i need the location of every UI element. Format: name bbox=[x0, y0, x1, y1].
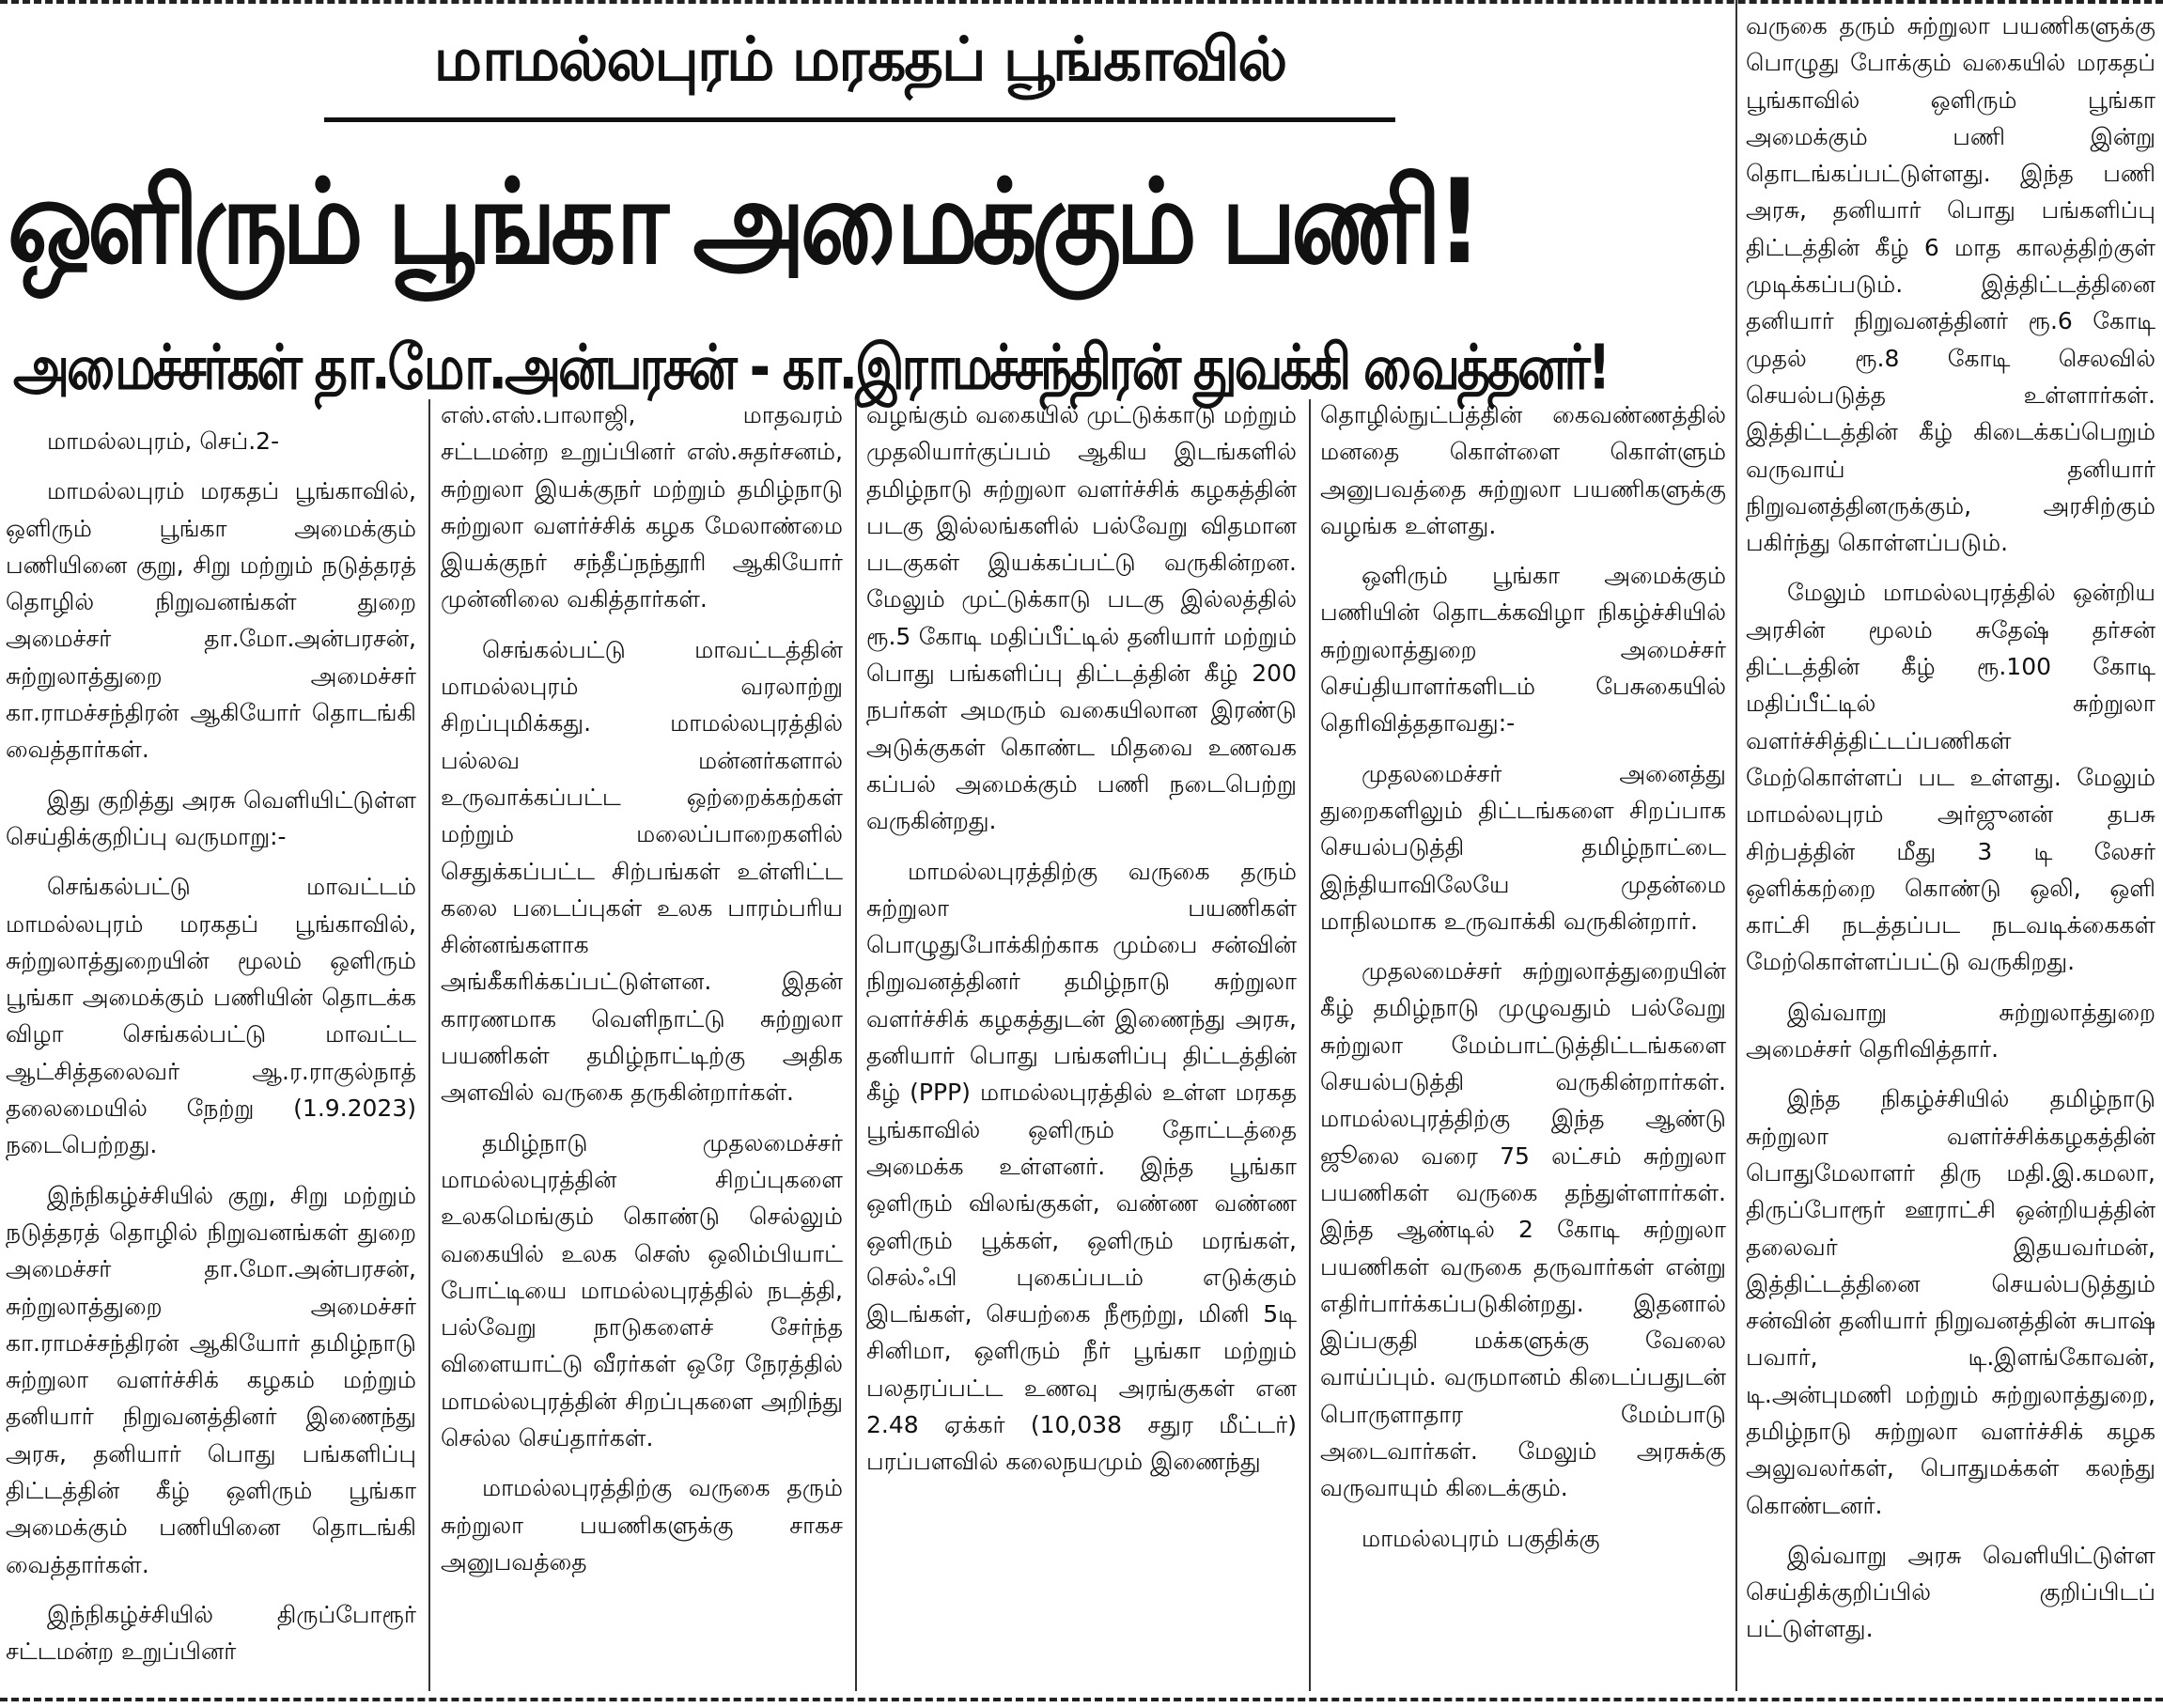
column-rule bbox=[1735, 0, 1737, 1691]
paragraph: வருகை தரும் சுற்றுலா பயணிகளுக்கு பொழுது போக்கும் வகையில் மரகதப் பூங்காவில் ஒளிரும் பூங்கா அமைக்கும் பணி இன்று தொடங்கப்பட்டுள்ளது. இந்த பணி அரசு, தனியார் பொது பங்களிப்பு திட்டத்தின் கீழ் 6 மாத காலத்திற்குள் முடிக்கப்படும். இத்திட்டத்தினை தனியார் நிறுவனத்தினர் ரூ.6 கோடி முதல் ரூ.8 கோடி செலவில் செயல்படுத்த உள்ளார்கள். இத்திட்டத்தின் கீழ் கிடைக்கப்பெறும் வருவாய் தனியார் நிறுவனத்தினருக்கும், அரசிற்கும் பகிர்ந்து கொள்ளப்படும். bbox=[1746, 12, 2155, 557]
paragraph: மாமல்லபுரம் பகுதிக்கு bbox=[1362, 1524, 1600, 1552]
paragraph: இது குறித்து அரசு வெளியிட்டுள்ள செய்திக்குறிப்பு வருமாறு:- bbox=[6, 785, 416, 850]
paragraph: இந்நிகழ்ச்சியில் திருப்போரூர் சட்டமன்ற உறுப்பினர் bbox=[6, 1600, 416, 1666]
article-column-5 bbox=[1746, 8, 2155, 1691]
paragraph: இவ்வாறு அரசு வெளியிட்டுள்ள செய்திக்குறிப்பில் குறிப்பிடப் பட்டுள்ளது. bbox=[1746, 1541, 2155, 1643]
kicker-underline bbox=[324, 117, 1395, 122]
article-column-1 bbox=[6, 423, 416, 1691]
paragraph: செங்கல்பட்டு மாவட்டம் மாமல்லபுரம் மரகதப் பூங்காவில், சுற்றுலாத்துறையின் மூலம் ஒளிரும் பூங்கா அமைக்கும் பணியின் தொடக்க விழா செங்கல்பட்டு மாவட்ட ஆட்சித்தலைவர் ஆ.ர.ராகுல்நாத் தலைமையில் நேற்று (1.9.2023) நடைபெற்றது. bbox=[6, 873, 416, 1159]
paragraph: மேலும் மாமல்லபுரத்தில் ஒன்றிய அரசின் மூலம் சுதேஷ் தர்சன் திட்டத்தின் கீழ் ரூ.100 கோடி மதிப்பீட்டில் சுற்றுலா வளர்ச்சித்திட்டப்பணிகள் மேற்கொள்ளப் பட உள்ளது. மேலும் மாமல்லபுரம் அர்ஜுனன் தபசு சிற்பத்தின் மீது 3 டி லேசர் ஒளிக்கற்றை கொண்டு ஒலி, ஒளி காட்சி நடத்தப்பட நடவடிக்கைகள் மேற்கொள்ளப்பட்டு வருகிறது. bbox=[1746, 579, 2155, 976]
bottom-dashed-rule bbox=[0, 1698, 2163, 1701]
article-column-2 bbox=[441, 396, 843, 1691]
paragraph: இந்நிகழ்ச்சியில் குறு, சிறு மற்றும் நடுத்தரத் தொழில் நிறுவனங்கள் துறை அமைச்சர் தா.மோ.அன்பரசன், சுற்றுலாத்துறை அமைச்சர் கா.ராமச்சந்திரன் ஆகியோர் தமிழ்நாடு சுற்றுலா வளர்ச்சிக் கழகம் மற்றும் தனியார் நிறுவனத்தினர் இணைந்து அரசு, தனியார் பொது பங்களிப்பு திட்டத்தின் கீழ் ஒளிரும் பூங்கா அமைக்கும் பணியினை தொடங்கி வைத்தார்கள். bbox=[6, 1181, 416, 1578]
paragraph: தொழில்நுட்பத்தின் கைவண்ணத்தில் மனதை கொள்ளை கொள்ளும் அனுபவத்தை சுற்றுலா பயணிகளுக்கு வழங்க உள்ளது. bbox=[1320, 401, 1726, 539]
paragraph: மாமல்லபுரத்திற்கு வருகை தரும் சுற்றுலா பயணிகளுக்கு சாகச அனுபவத்தை bbox=[441, 1474, 843, 1576]
paragraph: செங்கல்பட்டு மாவட்டத்தின் மாமல்லபுரம் வரலாற்று சிறப்புமிக்கது. மாமல்லபுரத்தில் பல்லவ மன்னர்களால் உருவாக்கப்பட்ட ஒற்றைக்கற்கள் மற்றும் மலைப்பாறைகளில் செதுக்கப்பட்ட சிற்பங்கள் உள்ளிட்ட கலை படைப்புகள் உலக பாரம்பரிய சின்னங்களாக அங்கீகரிக்கப்பட்டுள்ளன. இதன் காரணமாக வெளிநாட்டு சுற்றுலா பயணிகள் தமிழ்நாட்டிற்கு அதிக அளவில் வருகை தருகின்றார்கள். bbox=[441, 635, 843, 1107]
paragraph: எஸ்.எஸ்.பாலாஜி, மாதவரம் சட்டமன்ற உறுப்பினர் எஸ்.சுதர்சனம், சுற்றுலா இயக்குநர் மற்றும் தமிழ்நாடு சுற்றுலா வளர்ச்சிக் கழக மேலாண்மை இயக்குநர் சந்தீப்நந்தூரி ஆகியோர் முன்னிலை வகித்தார்கள். bbox=[441, 401, 843, 613]
paragraph: இவ்வாறு சுற்றுலாத்துறை அமைச்சர் தெரிவித்தார். bbox=[1746, 998, 2155, 1064]
paragraph: முதலமைச்சர் அனைத்து துறைகளிலும் திட்டங்களை சிறப்பாக செயல்படுத்தி தமிழ்நாட்டை இந்தியாவிலேயே முதன்மை மாநிலமாக உருவாக்கி வருகின்றார். bbox=[1320, 759, 1726, 935]
subheadline: அமைச்சர்கள் தா.மோ.அன்பரசன் - கா.இராமச்சந்திரன் துவக்கி வைத்தனர்! bbox=[13, 331, 1609, 404]
paragraph: இந்த நிகழ்ச்சியில் தமிழ்நாடு சுற்றுலா வளர்ச்சிக்கழகத்தின் பொதுமேலாளர் திரு மதி.இ.கமலா, திருப்போரூர் ஊராட்சி ஒன்றியத்தின் தலைவர் இதயவர்மன், இத்திட்டத்தினை செயல்படுத்தும் சன்வின் தனியார் நிறுவனத்தின் சுபாஷ் பவார், டி.இளங்கோவன், டி.அன்புமணி மற்றும் சுற்றுலாத்துறை, தமிழ்நாடு சுற்றுலா வளர்ச்சிக் கழக அலுவலர்கள், பொதுமக்கள் கலந்து கொண்டனர். bbox=[1746, 1085, 2155, 1519]
article-column-4 bbox=[1320, 396, 1726, 1691]
top-dashed-rule bbox=[0, 0, 2163, 4]
dateline: மாமல்லபுரம், செப்.2- bbox=[47, 427, 280, 455]
paragraph: மாமல்லபுரம் மரகதப் பூங்காவில், ஒளிரும் பூங்கா அமைக்கும் பணியினை குறு, சிறு மற்றும் நடுத்தரத் தொழில் நிறுவனங்கள் துறை அமைச்சர் தா.மோ.அன்பரசன், சுற்றுலாத்துறை அமைச்சர் கா.ராமச்சந்திரன் ஆகியோர் தொடங்கி வைத்தார்கள். bbox=[6, 477, 416, 764]
paragraph: முதலமைச்சர் சுற்றுலாத்துறையின் கீழ் தமிழ்நாடு முழுவதும் பல்வேறு சுற்றுலா மேம்பாட்டுத்திட்டங்களை செயல்படுத்தி வருகின்றார்கள். மாமல்லபுரத்திற்கு இந்த ஆண்டு ஜூலை வரை 75 லட்சம் சுற்றுலா பயணிகள் வருகை தந்துள்ளார்கள். இந்த ஆண்டில் 2 கோடி சுற்றுலா பயணிகள் வருகை தருவார்கள் என்று எதிர்பார்க்கப்படுகின்றது. இதனால் இப்பகுதி மக்களுக்கு வேலை வாய்ப்பும். வருமானம் கிடைப்பதுடன் பொருளாதார மேம்பாடு அடைவார்கள். மேலும் அரசுக்கு வருவாயும் கிடைக்கும். bbox=[1320, 957, 1726, 1502]
paragraph: ஒளிரும் பூங்கா அமைக்கும் பணியின் தொடக்கவிழா நிகழ்ச்சியில் சுற்றுலாத்துறை அமைச்சர் செய்தியாளர்களிடம் பேசுகையில் தெரிவித்ததாவது:- bbox=[1320, 562, 1726, 738]
column-rule bbox=[1309, 399, 1311, 1691]
column-rule bbox=[428, 399, 430, 1691]
kicker: மாமல்லபுரம் மரகதப் பூங்காவில் bbox=[433, 25, 1286, 95]
paragraph: தமிழ்நாடு முதலமைச்சர் மாமல்லபுரத்தின் சிறப்புகளை உலகமெங்கும் கொண்டு செல்லும் வகையில் உலக செஸ் ஒலிம்பியாட் போட்டியை மாமல்லபுரத்தில் நடத்தி, பல்வேறு நாடுகளைச் சேர்ந்த விளையாட்டு வீரர்கள் ஒரே நேரத்தில் மாமல்லபுரத்தின் சிறப்புகளை அறிந்து செல்ல செய்தார்கள். bbox=[441, 1128, 843, 1452]
column-rule bbox=[855, 399, 857, 1691]
paragraph: மாமல்லபுரத்திற்கு வருகை தரும் சுற்றுலா பயணிகள் பொழுதுபோக்கிற்காக மும்பை சன்வின் நிறுவனத்தினர் தமிழ்நாடு சுற்றுலா வளர்ச்சிக் கழகத்துடன் இணைந்து அரசு, தனியார் பொது பங்களிப்பு திட்டத்தின் கீழ் (PPP) மாமல்லபுரத்தில் உள்ள மரகத பூங்காவில் ஒளிரும் தோட்டத்தை அமைக்க உள்ளனர். இந்த பூங்கா ஒளிரும் விலங்குகள், வண்ண வண்ண ஒளிரும் பூக்கள், ஒளிரும் மரங்கள், செல்ஃபி புகைப்படம் எடுக்கும் இடங்கள், செயற்கை நீரூற்று, மினி 5டி சினிமா, ஒளிரும் நீர் பூங்கா மற்றும் பலதரப்பட்ட உணவு அரங்குகள் என 2.48 ஏக்கர் (10,038 சதுர மீட்டர்) பரப்பளவில் கலைநயமும் இணைந்து bbox=[866, 857, 1297, 1476]
headline: ஒளிரும் பூங்கா அமைக்கும் பணி! bbox=[8, 155, 1477, 291]
paragraph: வழங்கும் வகையில் முட்டுக்காடு மற்றும் முதலியார்குப்பம் ஆகிய இடங்களில் தமிழ்நாடு சுற்றுலா வளர்ச்சிக் கழகத்தின் படகு இல்லங்களில் பல்வேறு விதமான படகுகள் இயக்கப்பட்டு வருகின்றன. மேலும் முட்டுக்காடு படகு இல்லத்தில் ரூ.5 கோடி மதிப்பீட்டில் தனியார் மற்றும் பொது பங்களிப்பு திட்டத்தின் கீழ் 200 நபர்கள் அமரும் வகையிலான இரண்டு அடுக்குகள் கொண்ட மிதவை உணவக கப்பல் அமைக்கும் பணி நடைபெற்று வருகின்றது. bbox=[866, 401, 1297, 835]
article-column-3 bbox=[866, 396, 1297, 1691]
kicker-block bbox=[324, 13, 1395, 124]
